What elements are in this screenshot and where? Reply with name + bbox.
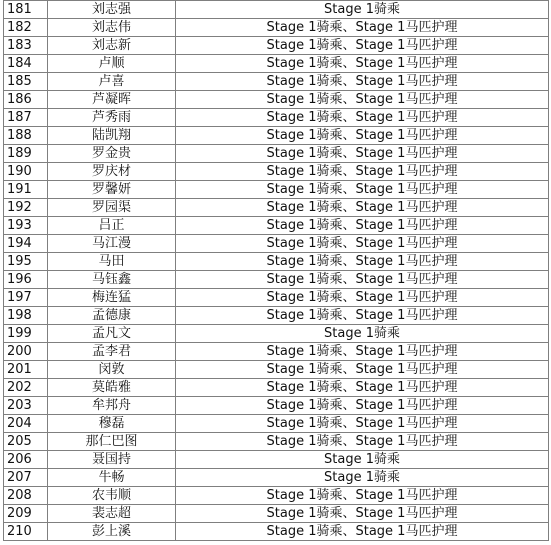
table-row [4,235,549,253]
row-number-cell[interactable]: 198 [4,307,48,325]
table-row [4,19,549,37]
row-number-cell[interactable]: 208 [4,487,48,505]
course-cell[interactable]: Stage 1骑乘、Stage 1马匹护理 [176,505,549,523]
row-number-cell[interactable]: 206 [4,451,48,469]
table-row [4,523,549,541]
course-cell[interactable]: Stage 1骑乘、Stage 1马匹护理 [176,37,549,55]
name-cell[interactable]: 刘志新 [48,37,176,55]
row-number-cell[interactable]: 197 [4,289,48,307]
name-cell[interactable]: 裴志超 [48,505,176,523]
course-cell[interactable]: Stage 1骑乘、Stage 1马匹护理 [176,397,549,415]
row-number-cell[interactable]: 209 [4,505,48,523]
name-cell[interactable]: 芦凝晖 [48,91,176,109]
name-cell[interactable]: 闵敦 [48,361,176,379]
row-number-cell[interactable]: 183 [4,37,48,55]
name-cell[interactable]: 罗庆材 [48,163,176,181]
course-cell[interactable]: Stage 1骑乘、Stage 1马匹护理 [176,289,549,307]
row-number-cell[interactable]: 182 [4,19,48,37]
course-cell[interactable]: Stage 1骑乘、Stage 1马匹护理 [176,145,549,163]
course-cell[interactable]: Stage 1骑乘、Stage 1马匹护理 [176,271,549,289]
name-cell[interactable]: 刘志强 [48,1,176,19]
course-cell[interactable]: Stage 1骑乘 [176,451,549,469]
course-cell[interactable]: Stage 1骑乘、Stage 1马匹护理 [176,73,549,91]
table-row [4,361,549,379]
row-number-cell[interactable]: 201 [4,361,48,379]
table-row [4,289,549,307]
name-cell[interactable]: 吕正 [48,217,176,235]
course-cell[interactable]: Stage 1骑乘、Stage 1马匹护理 [176,361,549,379]
name-cell[interactable]: 牟邦舟 [48,397,176,415]
table-row [4,253,549,271]
name-cell[interactable]: 孟德康 [48,307,176,325]
table-row [4,379,549,397]
name-cell[interactable]: 梅连猛 [48,289,176,307]
course-cell[interactable]: Stage 1骑乘、Stage 1马匹护理 [176,91,549,109]
table-row [4,37,549,55]
course-cell[interactable]: Stage 1骑乘、Stage 1马匹护理 [176,19,549,37]
course-cell[interactable]: Stage 1骑乘、Stage 1马匹护理 [176,163,549,181]
table-row [4,397,549,415]
table-row [4,73,549,91]
row-number-cell[interactable]: 210 [4,523,48,541]
roster-table [3,0,549,541]
name-cell[interactable]: 聂国持 [48,451,176,469]
name-cell[interactable]: 彭上溪 [48,523,176,541]
course-cell[interactable]: Stage 1骑乘、Stage 1马匹护理 [176,343,549,361]
course-cell[interactable]: Stage 1骑乘、Stage 1马匹护理 [176,379,549,397]
course-cell[interactable]: Stage 1骑乘、Stage 1马匹护理 [176,523,549,541]
course-cell[interactable]: Stage 1骑乘、Stage 1马匹护理 [176,55,549,73]
name-cell[interactable]: 罗馨妍 [48,181,176,199]
row-number-cell[interactable]: 204 [4,415,48,433]
row-number-cell[interactable]: 184 [4,55,48,73]
row-number-cell[interactable]: 207 [4,469,48,487]
row-number-cell[interactable]: 186 [4,91,48,109]
name-cell[interactable]: 马江漫 [48,235,176,253]
roster-table-body [4,1,549,541]
table-row [4,433,549,451]
table-row [4,163,549,181]
row-number-cell[interactable]: 202 [4,379,48,397]
course-cell[interactable]: Stage 1骑乘、Stage 1马匹护理 [176,199,549,217]
course-cell[interactable]: Stage 1骑乘、Stage 1马匹护理 [176,217,549,235]
course-cell[interactable]: Stage 1骑乘、Stage 1马匹护理 [176,253,549,271]
row-number-cell[interactable]: 190 [4,163,48,181]
row-number-cell[interactable]: 187 [4,109,48,127]
table-row [4,127,549,145]
course-cell[interactable]: Stage 1骑乘、Stage 1马匹护理 [176,181,549,199]
table-row [4,415,549,433]
table-row [4,343,549,361]
table-row [4,109,549,127]
row-number-cell[interactable]: 200 [4,343,48,361]
name-cell[interactable]: 罗金贵 [48,145,176,163]
row-number-cell[interactable]: 192 [4,199,48,217]
row-number-cell[interactable]: 181 [4,1,48,19]
table-row [4,307,549,325]
table-row [4,217,549,235]
name-cell[interactable]: 孟李君 [48,343,176,361]
table-row [4,487,549,505]
name-cell[interactable]: 那仁巴图 [48,433,176,451]
table-row [4,451,549,469]
name-cell[interactable]: 刘志伟 [48,19,176,37]
name-cell[interactable]: 罗园渠 [48,199,176,217]
name-cell[interactable]: 陆凯翔 [48,127,176,145]
name-cell[interactable]: 牛畅 [48,469,176,487]
row-number-cell[interactable]: 203 [4,397,48,415]
course-cell[interactable]: Stage 1骑乘、Stage 1马匹护理 [176,433,549,451]
table-row [4,145,549,163]
name-cell[interactable]: 穆磊 [48,415,176,433]
row-number-cell[interactable]: 191 [4,181,48,199]
table-row [4,325,549,343]
table-row [4,271,549,289]
row-number-cell[interactable]: 196 [4,271,48,289]
name-cell[interactable]: 马钰鑫 [48,271,176,289]
table-row [4,199,549,217]
course-cell[interactable]: Stage 1骑乘、Stage 1马匹护理 [176,235,549,253]
course-cell[interactable]: Stage 1骑乘、Stage 1马匹护理 [176,127,549,145]
name-cell[interactable]: 马田 [48,253,176,271]
row-number-cell[interactable]: 185 [4,73,48,91]
table-row [4,505,549,523]
course-cell[interactable]: Stage 1骑乘、Stage 1马匹护理 [176,109,549,127]
course-cell[interactable]: Stage 1骑乘 [176,469,549,487]
row-number-cell[interactable]: 205 [4,433,48,451]
row-number-cell[interactable]: 195 [4,253,48,271]
row-number-cell[interactable]: 193 [4,217,48,235]
row-number-cell[interactable]: 199 [4,325,48,343]
table-row [4,55,549,73]
name-cell[interactable]: 卢喜 [48,73,176,91]
course-cell[interactable]: Stage 1骑乘、Stage 1马匹护理 [176,415,549,433]
course-cell[interactable]: Stage 1骑乘 [176,325,549,343]
row-number-cell[interactable]: 189 [4,145,48,163]
table-row [4,91,549,109]
table-row [4,1,549,19]
name-cell[interactable]: 芦秀雨 [48,109,176,127]
row-number-cell[interactable]: 194 [4,235,48,253]
course-cell[interactable]: Stage 1骑乘、Stage 1马匹护理 [176,307,549,325]
name-cell[interactable]: 农韦顺 [48,487,176,505]
row-number-cell[interactable]: 188 [4,127,48,145]
course-cell[interactable]: Stage 1骑乘 [176,1,549,19]
name-cell[interactable]: 莫皓雅 [48,379,176,397]
table-row [4,469,549,487]
name-cell[interactable]: 卢顺 [48,55,176,73]
table-row [4,181,549,199]
name-cell[interactable]: 孟凡文 [48,325,176,343]
course-cell[interactable]: Stage 1骑乘、Stage 1马匹护理 [176,487,549,505]
